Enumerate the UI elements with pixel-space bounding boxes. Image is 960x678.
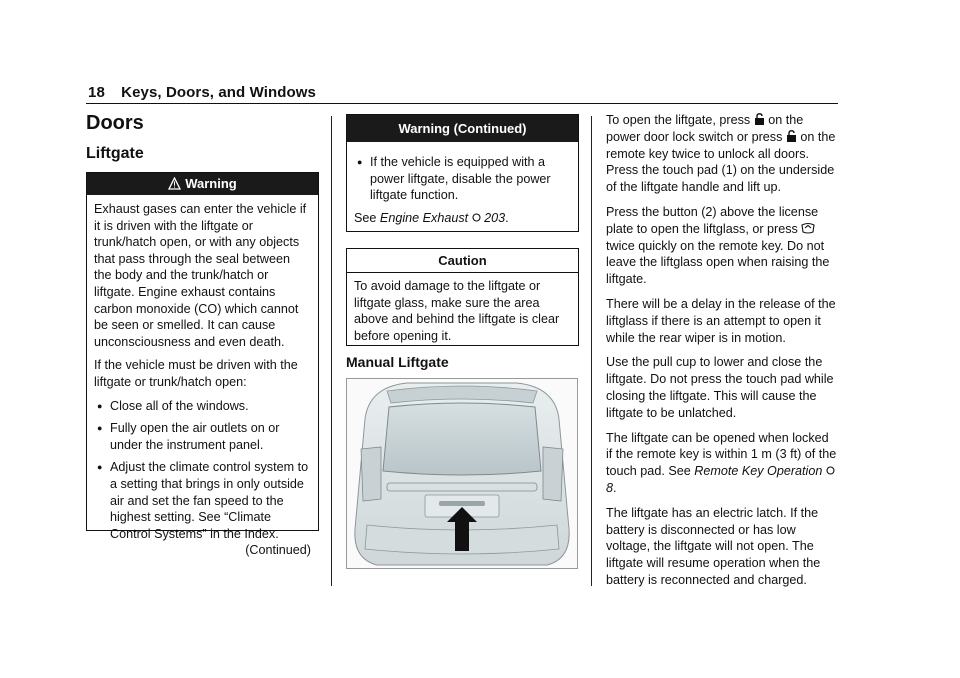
warning-bullet-1: ● Close all of the windows.: [94, 398, 311, 415]
paragraph-liftglass: Press the button (2) above the license plate to open the liftglass, or press twice quickly on the remote key. Do not leave the liftglass open when raising the liftgate.: [606, 204, 830, 287]
continued-label: (Continued): [245, 543, 311, 558]
right-column: [606, 112, 838, 597]
warning-continued-bullet: ● If the vehicle is equipped with a power liftgate, disable the power liftgate function.: [354, 154, 571, 204]
see-reference: See Engine Exhaust 203.: [354, 210, 509, 225]
running-header: [88, 84, 316, 101]
warning-paragraph-2: If the vehicle must be driven with the liftgate or trunk/hatch open:: [94, 358, 298, 389]
warning-bullet-list: [94, 398, 311, 543]
warning-box: [86, 172, 319, 558]
section-title: Doors: [86, 112, 144, 134]
engine-exhaust-page[interactable]: 203: [484, 210, 506, 225]
caution-box: [346, 248, 579, 346]
warning-paragraph-1: Exhaust gases can enter the vehicle if it is driven with the liftgate or trunk/hatch open, or with any objects that pass through the seal between the body and the trunk/hatch or liftgate. Engine exhaust contains carbon monoxide (CO) which cannot be seen or smelled. It can cause unconsciousness and even death.: [94, 202, 307, 349]
page-reference-icon: [472, 211, 485, 225]
header-rule: [86, 103, 838, 104]
paragraph-delay: There will be a delay in the release of the liftglass if there is an attempt to open it while the rear wiper is in motion.: [606, 296, 836, 345]
remote-key-operation-page[interactable]: 8: [606, 480, 614, 495]
liftgate-illustration: [346, 378, 578, 569]
warning-continued-header: Warning (Continued): [347, 115, 578, 142]
manual-liftgate-title: Manual Liftgate: [346, 354, 449, 370]
vehicle-rear-image: [347, 379, 577, 568]
caution-text: To avoid damage to the liftgate or liftgate glass, make sure the area above and behind the liftgate is clear before opening it.: [354, 279, 560, 343]
paragraph-electric-latch: The liftgate has an electric latch. If the battery is disconnected or has low voltage, the liftgate will not open. The liftgate will resume operation when the battery is reconnected and charged.: [606, 505, 821, 587]
chapter-title: Keys, Doors, and Windows: [121, 84, 316, 101]
subsection-title: Liftgate: [86, 145, 144, 162]
warning-header: [87, 173, 318, 195]
page-number: 18: [88, 84, 105, 101]
column-divider-1: [331, 116, 332, 586]
paragraph-pull-cup: Use the pull cup to lower and close the liftgate. Do not press the touch pad while closing the liftgate. This will cause the liftgate to be unlatched.: [606, 355, 834, 420]
unlock-icon: [786, 130, 801, 144]
page-reference-icon: [826, 464, 835, 478]
warning-continued-list: [354, 154, 571, 204]
unlock-icon: [754, 113, 769, 127]
warning-title: Warning: [185, 176, 237, 191]
warning-triangle-icon: [168, 175, 181, 197]
warning-continued-box: [346, 114, 579, 232]
remote-key-operation-link[interactable]: Remote Key Operation: [694, 464, 823, 479]
column-divider-2: [591, 116, 592, 586]
paragraph-open-liftgate: To open the liftgate, press on the power door lock switch or press on the remote key twice to unlock all doors. Press the touch pad (1) on the underside of the liftgate handle and lift up.: [606, 113, 836, 195]
caution-header: Caution: [347, 249, 578, 273]
warning-bullet-3: ● Adjust the climate control system to a setting that brings in only outside air and set the fan speed to the highest setting. See “Climate Control Systems” in the Index.: [94, 459, 311, 542]
liftglass-icon: [801, 222, 815, 236]
engine-exhaust-link[interactable]: Engine Exhaust: [379, 210, 469, 225]
paragraph-locked: The liftgate can be opened when locked if the remote key is within 1 m (3 ft) of the touch pad. See Remote Key Operation 8.: [606, 430, 837, 495]
warning-bullet-2: ● Fully open the air outlets on or under the instrument panel.: [94, 420, 311, 453]
